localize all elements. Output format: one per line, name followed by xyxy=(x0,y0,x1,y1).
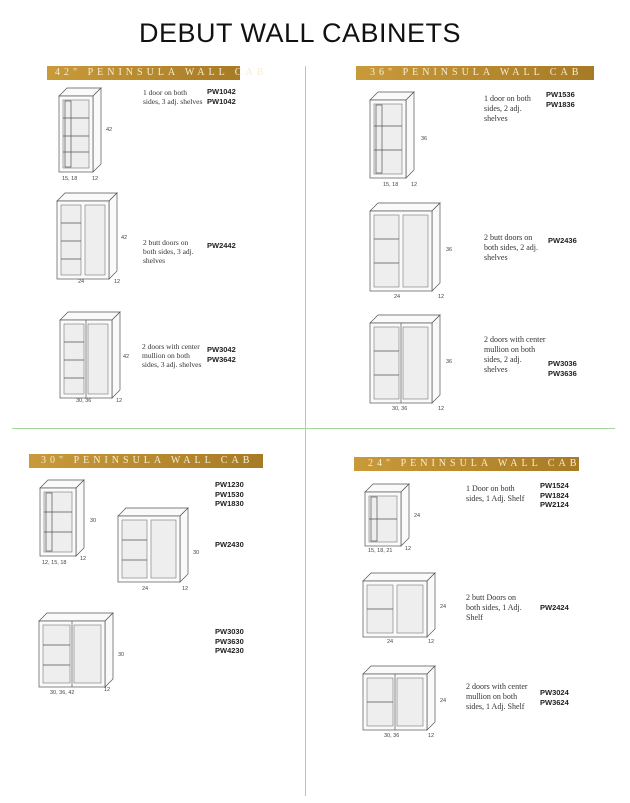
dim-depth: 12 xyxy=(116,398,123,404)
cabinet-description: 2 butt doors on both sides, 2 adj. shelves xyxy=(484,233,538,262)
dim-width: 30, 36 xyxy=(76,398,92,404)
cabinet-description: 2 doors with center mullion on both sides, 2 adj. shelves xyxy=(484,335,546,374)
model-codes xyxy=(207,345,236,364)
model-code: PW2436 xyxy=(548,236,577,245)
model-code: PW4230 xyxy=(215,646,244,655)
model-code: PW3636 xyxy=(548,368,577,378)
dim-depth: 12 xyxy=(428,639,435,645)
dim-height: 24 xyxy=(440,698,447,704)
model-code: PW3024 xyxy=(540,688,569,697)
dim-depth: 12 xyxy=(405,546,412,552)
double-door-cabinet-drawing xyxy=(361,573,439,639)
cabinet-description: 1 Door on both sides, 1 Adj. Shelf xyxy=(466,484,525,503)
model-code: PW2442 xyxy=(207,241,236,250)
dim-depth: 12 xyxy=(428,733,435,739)
dim-height: 42 xyxy=(121,235,128,241)
dim-height: 30 xyxy=(193,550,200,556)
model-code: PW1536 xyxy=(546,90,575,99)
model-code: PW3642 xyxy=(207,354,236,364)
model-codes xyxy=(215,627,244,656)
model-code: PW1836 xyxy=(546,99,575,109)
dim-height: 36 xyxy=(421,136,428,142)
cabinet-description: 1 door on both sides, 2 adj. shelves xyxy=(484,94,531,123)
model-codes xyxy=(215,540,244,550)
dim-depth: 12 xyxy=(411,182,418,188)
dim-width: 15, 18, 21 xyxy=(368,548,393,554)
double-door-cabinet-drawing xyxy=(368,203,444,295)
mullion-cabinet-drawing xyxy=(37,613,117,691)
model-code: PW1230 xyxy=(215,480,244,489)
double-door-cabinet-drawing xyxy=(116,508,192,586)
model-code: PW1530 xyxy=(215,489,244,499)
mullion-cabinet-drawing xyxy=(361,666,439,734)
dim-width: 24 xyxy=(142,586,149,592)
horizontal-divider xyxy=(12,428,615,429)
dim-height: 36 xyxy=(446,359,453,365)
dim-width: 15, 18 xyxy=(62,176,78,182)
dim-depth: 12 xyxy=(80,556,87,562)
model-codes xyxy=(546,90,575,109)
section-banner-24: 24" PENINSULA WALL CAB xyxy=(354,457,579,471)
model-code: PW2124 xyxy=(540,500,569,509)
model-code: PW1042 xyxy=(207,96,236,106)
model-codes xyxy=(207,241,236,251)
dim-depth: 12 xyxy=(182,586,189,592)
dim-depth: 12 xyxy=(438,406,445,412)
single-door-cabinet-drawing xyxy=(36,480,88,560)
dim-width: 12, 15, 18 xyxy=(42,560,67,566)
single-door-cabinet-drawing xyxy=(361,484,413,548)
model-code: PW3624 xyxy=(540,697,569,707)
dim-height: 42 xyxy=(106,127,113,133)
model-code: PW1042 xyxy=(207,87,236,96)
cabinet-description: 2 doors with center mullion on both sides, 3 adj. shelves xyxy=(142,342,202,369)
dim-height: 24 xyxy=(414,513,421,519)
model-codes xyxy=(540,688,569,707)
mullion-cabinet-drawing xyxy=(368,315,444,407)
dim-height: 30 xyxy=(90,518,97,524)
dim-width: 24 xyxy=(387,639,394,645)
mullion-cabinet-drawing xyxy=(58,312,124,402)
model-codes xyxy=(548,359,577,378)
model-code: PW1830 xyxy=(215,499,244,508)
dim-width: 30, 36 xyxy=(384,733,400,739)
single-door-cabinet-drawing xyxy=(55,88,105,176)
model-code: PW2430 xyxy=(215,540,244,549)
model-codes xyxy=(207,87,236,106)
model-code: PW1524 xyxy=(540,481,569,490)
model-codes xyxy=(540,603,569,613)
model-code: PW3036 xyxy=(548,359,577,368)
dim-depth: 12 xyxy=(438,294,445,300)
model-code: PW1824 xyxy=(540,490,569,500)
dim-width: 30, 36, 42 xyxy=(50,690,75,696)
section-banner-36: 36" PENINSULA WALL CAB xyxy=(356,66,594,80)
cabinet-description: 2 doors with center mullion on both sides, 1 Adj. Shelf xyxy=(466,682,528,711)
dim-width: 24 xyxy=(78,279,85,285)
double-door-cabinet-drawing xyxy=(55,193,121,283)
model-codes xyxy=(548,236,577,246)
section-banner-30: 30" PENINSULA WALL CAB xyxy=(29,454,263,468)
dim-depth: 12 xyxy=(114,279,121,285)
model-codes xyxy=(540,481,569,510)
dim-height: 24 xyxy=(440,604,447,610)
dim-height: 30 xyxy=(118,652,125,658)
dim-width: 15, 18 xyxy=(383,182,399,188)
dim-width: 30, 36 xyxy=(392,406,408,412)
single-door-cabinet-drawing xyxy=(366,92,418,182)
dim-width: 24 xyxy=(394,294,401,300)
dim-depth: 12 xyxy=(92,176,99,182)
model-code: PW2424 xyxy=(540,603,569,612)
dim-height: 36 xyxy=(446,247,453,253)
model-code: PW3042 xyxy=(207,345,236,354)
dim-depth: 12 xyxy=(104,687,111,693)
vertical-divider xyxy=(305,66,306,796)
cabinet-description: 1 door on both sides, 3 adj. shelves xyxy=(143,88,203,106)
cabinet-description: 2 butt doors on both sides, 3 adj. shelves xyxy=(143,238,194,265)
model-codes xyxy=(215,480,244,509)
model-code: PW3030 xyxy=(215,627,244,636)
section-banner-42: 42" PENINSULA WALL CAB xyxy=(47,66,240,80)
page-title: DEBUT WALL CABINETS xyxy=(138,18,462,48)
model-code: PW3630 xyxy=(215,636,244,646)
dim-height: 42 xyxy=(123,354,130,360)
cabinet-description: 2 butt Doors on both sides, 1 Adj. Shelf xyxy=(466,593,522,622)
